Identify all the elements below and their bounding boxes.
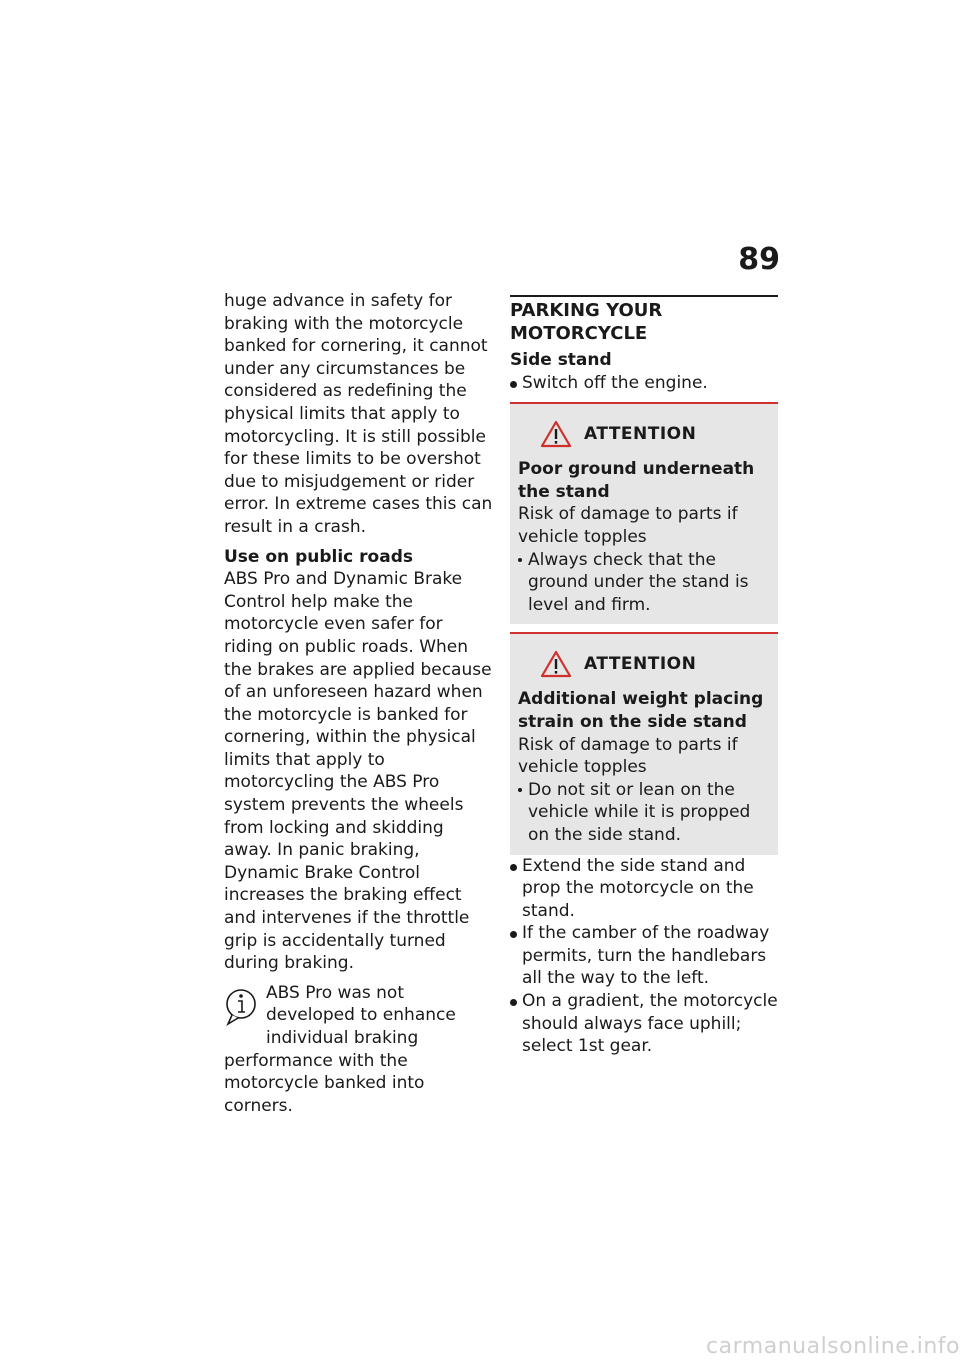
warning-header bbox=[540, 650, 770, 678]
warning-actions bbox=[518, 779, 770, 847]
info-note bbox=[224, 982, 494, 1118]
side-stand-heading: Side stand bbox=[510, 350, 612, 370]
step-item: If the camber of the roadway permits, turn the handlebars all the way to the left. bbox=[510, 922, 778, 990]
parking-steps-list bbox=[510, 855, 778, 1058]
public-roads-heading: Use on public roads bbox=[224, 546, 413, 567]
watermark: carmanualsonline.info bbox=[706, 1334, 960, 1359]
warning-title: ATTENTION bbox=[584, 654, 697, 675]
warning-header bbox=[540, 420, 770, 448]
warning-actions bbox=[518, 549, 770, 617]
warning-action: Always check that the ground under the stand is level and firm. bbox=[518, 549, 770, 617]
warning-triangle-icon bbox=[540, 420, 572, 448]
warning-subtitle: Additional weight placing strain on the side stand bbox=[518, 689, 764, 732]
warning-risk: Risk of damage to parts if vehicle topples bbox=[518, 504, 738, 547]
warning-title: ATTENTION bbox=[584, 423, 697, 444]
section-rule bbox=[510, 295, 778, 297]
step-item: On a gradient, the motorcycle should always face uphill; select 1st gear. bbox=[510, 990, 778, 1058]
warning-triangle-icon bbox=[540, 650, 572, 678]
public-roads-paragraph: ABS Pro and Dynamic Brake Control help make the motorcycle even safer for riding on public roads. When the brakes are applied because of an unforeseen hazard when the motorcycle is banked for cornering, within the physical limits that apply to motorcycling the ABS Pro system prevents the wheels from locking and skidding away. In panic braking, Dynamic Brake Control increases the braking effect and intervenes if the throttle grip is accidentally turned during braking. bbox=[224, 569, 492, 974]
step-item: Extend the side stand and prop the motorcycle on the stand. bbox=[510, 855, 778, 923]
step-item: Switch off the engine. bbox=[510, 372, 778, 395]
info-note-text: ABS Pro was not developed to enhance individual braking performance with the motorcycle banked into corners. bbox=[224, 982, 456, 1116]
warning-box-1 bbox=[510, 402, 778, 624]
warning-subtitle: Poor ground underneath the stand bbox=[518, 459, 755, 502]
intro-paragraph: huge advance in safety for braking with the motorcycle banked for cornering, it cannot under any circumstances be considered as redefining the physical limits that apply to motorcycling. It is still possible for these limits to be overshot due to misjudgement or rider error. In extreme cases this can result in a crash. bbox=[224, 291, 493, 537]
left-column bbox=[224, 290, 494, 1117]
first-step-list bbox=[510, 372, 778, 395]
section-title: PARKING YOUR MOTORCYCLE bbox=[510, 300, 663, 344]
warning-risk: Risk of damage to parts if vehicle topples bbox=[518, 734, 738, 778]
warning-box-2 bbox=[510, 632, 778, 854]
right-column bbox=[510, 295, 778, 1058]
info-icon bbox=[224, 984, 262, 1028]
page-number: 89 bbox=[738, 242, 780, 277]
warning-action: Do not sit or lean on the vehicle while it is propped on the side stand. bbox=[518, 779, 770, 847]
